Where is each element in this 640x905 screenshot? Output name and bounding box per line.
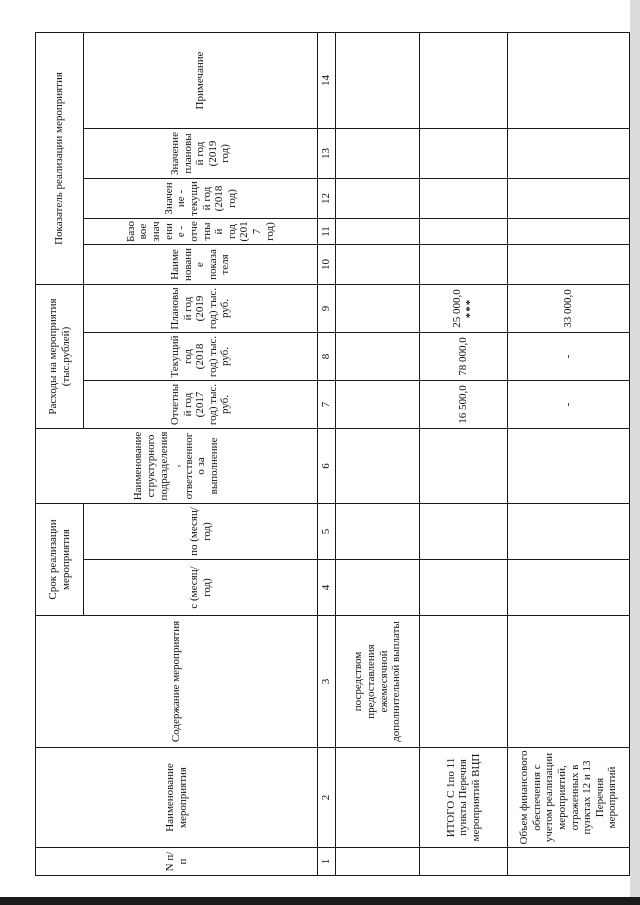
header-indicator-current-value: Значение - текущий год (2018 год): [84, 178, 318, 218]
cell-indicator-name: [420, 244, 508, 284]
column-number: 5: [318, 504, 336, 560]
column-number: 7: [318, 381, 336, 429]
column-number: 6: [318, 429, 336, 504]
cell-indicator-current: [508, 178, 630, 218]
rotated-table-container: [35, 33, 629, 876]
cost-plan-footnote-mark: ***: [463, 298, 476, 319]
header-costs-group: Расходы на мероприятия (тыс.рублей): [36, 284, 84, 428]
cell-indicator-base: [420, 218, 508, 244]
cell-cost-current-year: 78 000,0: [420, 333, 508, 381]
cell-term-from: [508, 560, 630, 616]
cell-measure-name: [336, 748, 420, 848]
cell-term-to: [508, 504, 630, 560]
header-term-from: с (месяц/год): [84, 560, 318, 616]
header-indicator-group: Показатель реализации мероприятия: [36, 32, 84, 284]
cell-cost-current-year: -: [508, 333, 630, 381]
column-number: 4: [318, 560, 336, 616]
column-number: 10: [318, 244, 336, 284]
measures-table: [35, 32, 630, 876]
column-number: 12: [318, 178, 336, 218]
cell-indicator-plan: [336, 128, 420, 178]
cell-cost-plan-year: 33 000,0: [508, 284, 630, 332]
column-number: 1: [318, 848, 336, 876]
cell-cost-report-year: -: [508, 381, 630, 429]
header-cost-plan-year: Плановый год (2019 год) тыс. руб.: [84, 284, 318, 332]
cell-responsible-unit: [508, 429, 630, 504]
header-measure-name: Наименование мероприятия: [36, 748, 318, 848]
cell-responsible-unit: [420, 429, 508, 504]
cell-measure-content: [420, 616, 508, 748]
header-number: N п/п: [36, 848, 318, 876]
cost-plan-value: 25 000,0: [450, 289, 463, 328]
column-number: 11: [318, 218, 336, 244]
cell-measure-content: [508, 616, 630, 748]
cell-note: [336, 32, 420, 128]
scan-right-edge: [630, 0, 640, 905]
cell-term-to: [420, 504, 508, 560]
cell-cost-plan-year: [420, 284, 508, 332]
cell-note: [508, 32, 630, 128]
cell-indicator-current: [420, 178, 508, 218]
header-term-group: Срок реализации мероприятия: [36, 504, 84, 616]
header-note: Примечание: [84, 32, 318, 128]
column-number-row: [318, 32, 336, 875]
column-number: 13: [318, 128, 336, 178]
cell-number: [420, 848, 508, 876]
cell-note: [420, 32, 508, 128]
cell-measure-name: Объем финансового обеспечения с учетом реализации мероприятий, отраженных в пунктах 12 и 13 Перечня мероприятий: [508, 748, 630, 848]
header-measure-content: Содержание мероприятия: [36, 616, 318, 748]
scan-bottom-edge: [0, 897, 640, 905]
cell-indicator-current: [336, 178, 420, 218]
cell-cost-report-year: [336, 381, 420, 429]
cell-measure-content: посредством предоставления ежемесячной дополнительной выплаты: [336, 616, 420, 748]
cell-term-to: [336, 504, 420, 560]
cell-indicator-base: [336, 218, 420, 244]
header-cost-report-year: Отчетный год (2017 год) тыс. руб.: [84, 381, 318, 429]
cell-indicator-plan: [508, 128, 630, 178]
cell-indicator-name: [336, 244, 420, 284]
table-row: [420, 32, 508, 875]
cell-term-from: [420, 560, 508, 616]
cell-indicator-name: [508, 244, 630, 284]
cell-indicator-plan: [420, 128, 508, 178]
table-row: [336, 32, 420, 875]
header-row-1: [36, 32, 84, 875]
header-responsible-unit: Наименование структурного подразделения, ответственного за выполнение: [36, 429, 318, 504]
header-indicator-name: Наименование показателя: [84, 244, 318, 284]
column-number: 8: [318, 333, 336, 381]
header-term-to: по (месяц/год): [84, 504, 318, 560]
cell-number: [336, 848, 420, 876]
cell-responsible-unit: [336, 429, 420, 504]
cell-cost-current-year: [336, 333, 420, 381]
header-cost-current-year: Текущий год (2018 год) тыс. руб.: [84, 333, 318, 381]
column-number: 3: [318, 616, 336, 748]
cell-indicator-base: [508, 218, 630, 244]
header-indicator-base-value: Базовое значение - отчетный год (2017 год): [84, 218, 318, 244]
column-number: 9: [318, 284, 336, 332]
cell-cost-report-year: 16 500,0: [420, 381, 508, 429]
cell-cost-plan-year: [336, 284, 420, 332]
cell-term-from: [336, 560, 420, 616]
column-number: 14: [318, 32, 336, 128]
table-row: [508, 32, 630, 875]
cell-measure-name: ИТОГО С 1по 11 пункты Перечня мероприятий ВЦП: [420, 748, 508, 848]
cell-number: [508, 848, 630, 876]
header-indicator-plan-value: Значение плановый год (2019 год): [84, 128, 318, 178]
column-number: 2: [318, 748, 336, 848]
